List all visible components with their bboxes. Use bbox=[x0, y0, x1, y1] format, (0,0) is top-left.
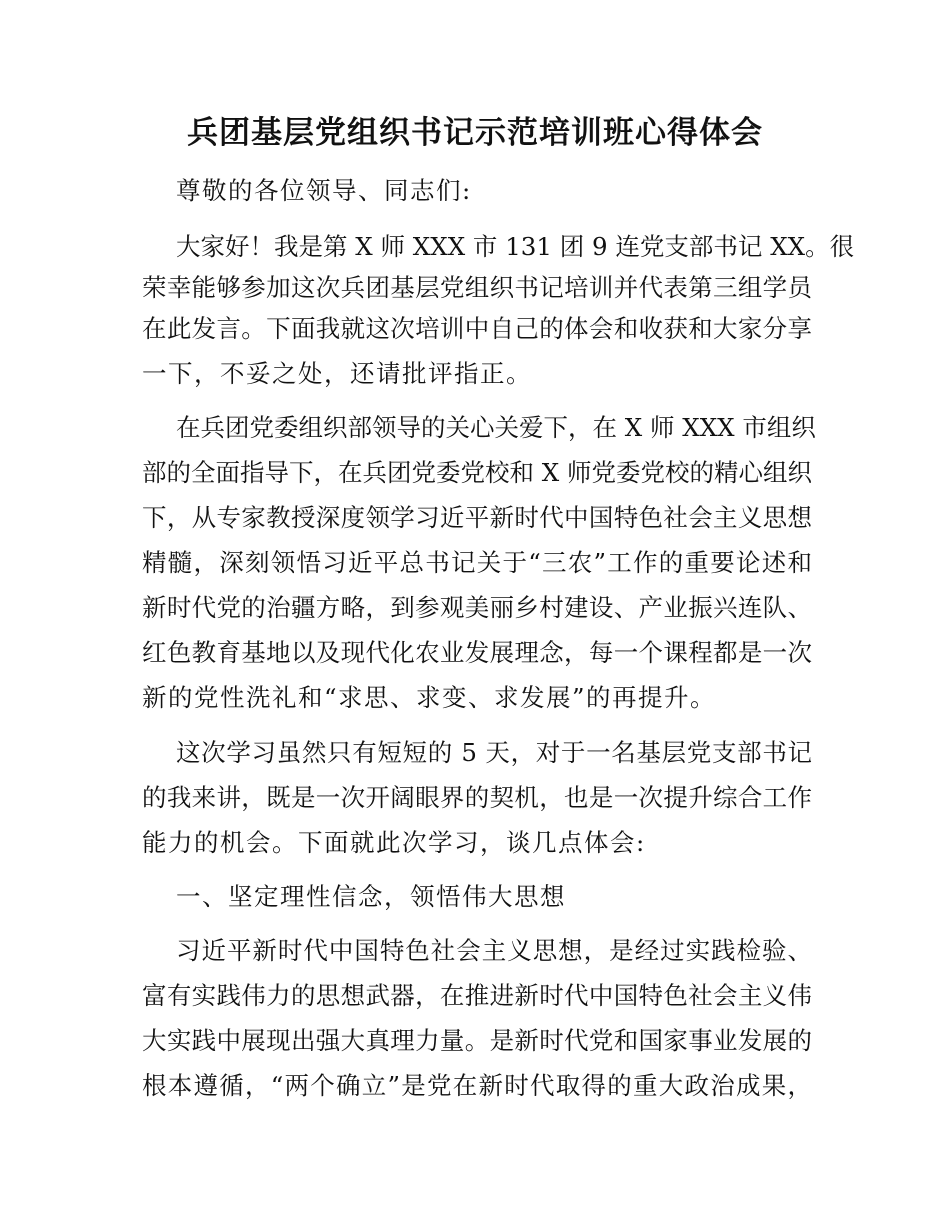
paragraph-2-line-6: 红色教育基地以及现代化农业发展理念，每一个课程都是一次 bbox=[142, 638, 812, 667]
paragraph-1-line-2: 荣幸能够参加这次兵团基层党组织书记培训并代表第三组学员 bbox=[142, 273, 812, 302]
paragraph-4-line-1: 习近平新时代中国特色社会主义思想，是经过实践检验、 bbox=[176, 936, 812, 965]
paragraph-2-line-3: 下，从专家教授深度领学习近平新时代中国特色社会主义思想 bbox=[142, 503, 812, 532]
paragraph-1-line-3: 在此发言。下面我就这次培训中自己的体会和收获和大家分享 bbox=[142, 314, 812, 343]
paragraph-4-line-3: 大实践中展现出强大真理力量。是新时代党和国家事业发展的 bbox=[142, 1026, 812, 1055]
document-title: 兵团基层党组织书记示范培训班心得体会 bbox=[187, 115, 763, 151]
paragraph-1-line-1: 大家好！我是第 X 师 XXX 市 131 团 9 连党支部书记 XX。很 bbox=[176, 232, 855, 261]
paragraph-1-line-4: 一下，不妥之处，还请批评指正。 bbox=[142, 359, 532, 388]
paragraph-2-line-2: 部的全面指导下，在兵团党委党校和 X 师党委党校的精心组织 bbox=[142, 458, 813, 487]
paragraph-2-line-5: 新时代党的治疆方略，到参观美丽乡村建设、产业振兴连队、 bbox=[142, 593, 812, 622]
paragraph-3-line-2: 的我来讲，既是一次开阔眼界的契机，也是一次提升综合工作 bbox=[142, 783, 812, 812]
paragraph-2-line-7: 新的党性洗礼和“求思、求变、求发展”的再提升。 bbox=[142, 683, 717, 712]
section-heading-1: 一、坚定理性信念，领悟伟大思想 bbox=[176, 882, 566, 911]
paragraph-2-line-4: 精髓，深刻领悟习近平总书记关于“三农”工作的重要论述和 bbox=[142, 548, 812, 577]
paragraph-3-line-1: 这次学习虽然只有短短的 5 天，对于一名基层党支部书记 bbox=[176, 738, 812, 767]
paragraph-2-line-1: 在兵团党委组织部领导的关心关爱下，在 X 师 XXX 市组织 bbox=[176, 413, 816, 442]
paragraph-4-line-2: 富有实践伟力的思想武器，在推进新时代中国特色社会主义伟 bbox=[142, 981, 812, 1010]
salutation-line: 尊敬的各位领导、同志们: bbox=[176, 176, 472, 205]
paragraph-3-line-3: 能力的机会。下面就此次学习，谈几点体会: bbox=[142, 828, 646, 857]
paragraph-4-line-4: 根本遵循，“两个确立”是党在新时代取得的重大政治成果， bbox=[142, 1071, 812, 1100]
